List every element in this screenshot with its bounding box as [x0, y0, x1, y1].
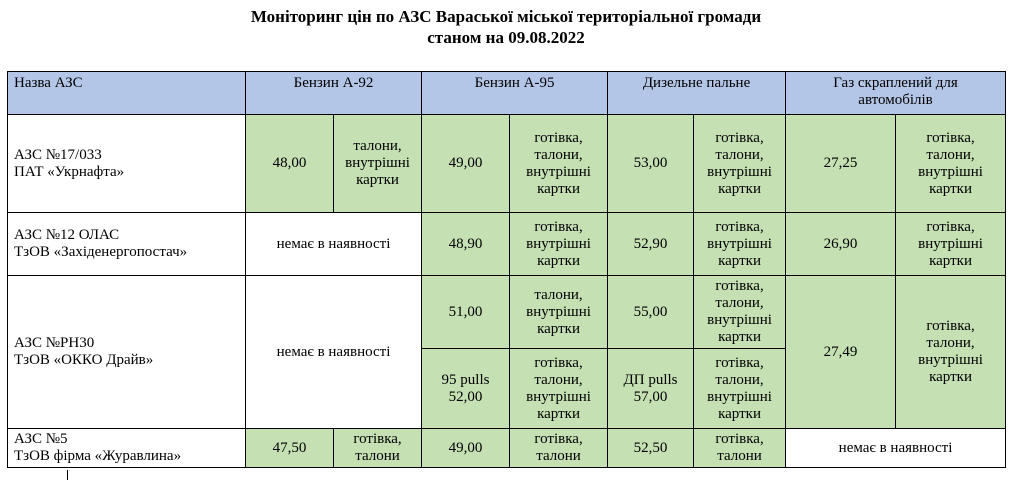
fuel-variant-label: ДП pulls	[623, 371, 678, 388]
document-title	[0, 6, 1012, 48]
a92-not-available: немає в наявності	[246, 213, 422, 276]
payment-line: внутрішні	[707, 235, 772, 252]
station-name-cell	[8, 276, 246, 429]
gas-not-available: немає в наявності	[786, 429, 1006, 468]
header-row	[8, 72, 1006, 115]
a95-price: 51,00	[422, 276, 510, 349]
a92-not-available: немає в наявності	[246, 276, 422, 429]
a95-payment	[510, 115, 608, 213]
payment-line: талони,	[715, 146, 764, 163]
payment-line: талони,	[715, 295, 764, 311]
header-a95: Бензин А-95	[422, 72, 608, 115]
payment-line: картки	[537, 252, 580, 269]
header-station: Назва АЗС	[8, 72, 246, 115]
payment-line: талони,	[715, 371, 764, 388]
diesel-pulls-payment	[694, 349, 786, 429]
gas-price: 27,49	[786, 276, 896, 429]
payment-line: талони,	[534, 286, 583, 303]
header-gas-line-1: Газ скраплений для	[833, 75, 958, 91]
diesel-price: 52,90	[608, 213, 694, 276]
diesel-price: 55,00	[608, 276, 694, 349]
title-line-1: Моніторинг цін по АЗС Вараської міської територіальної громади	[250, 7, 762, 26]
payment-line: картки	[537, 405, 580, 422]
a95-price: 49,00	[422, 429, 510, 468]
station-name-cell	[8, 429, 246, 468]
fuel-price-table	[7, 71, 1006, 468]
station-name-cell	[8, 213, 246, 276]
station-number: АЗС №РН30	[14, 335, 95, 351]
page-margin-mark	[67, 470, 68, 480]
payment-line: готівка,	[715, 431, 764, 447]
payment-line: готівка,	[926, 218, 975, 235]
table-row	[8, 429, 1006, 468]
payment-line: готівка,	[534, 129, 583, 146]
gas-price: 26,90	[786, 213, 896, 276]
table-row	[8, 115, 1006, 213]
payment-line: внутрішні	[707, 163, 772, 180]
payment-line: готівка,	[715, 129, 764, 146]
station-number: АЗС №5	[14, 431, 68, 447]
diesel-payment	[694, 213, 786, 276]
a92-price: 47,50	[246, 429, 334, 468]
a92-payment	[334, 115, 422, 213]
payment-line: картки	[929, 252, 972, 269]
payment-line: готівка,	[715, 218, 764, 235]
a95-payment	[510, 276, 608, 349]
payment-line: внутрішні	[918, 163, 983, 180]
payment-line: картки	[718, 252, 761, 269]
payment-line: талони,	[926, 146, 975, 163]
payment-line: внутрішні	[526, 235, 591, 252]
diesel-price: 52,50	[608, 429, 694, 468]
station-company: ТзОВ фірма «Журавлина»	[14, 448, 182, 464]
diesel-payment	[694, 115, 786, 213]
payment-line: картки	[356, 172, 399, 188]
a95-payment	[510, 429, 608, 468]
a92-price: 48,00	[246, 115, 334, 213]
payment-line: готівка,	[534, 218, 583, 235]
title-line-2: станом на 09.08.2022	[427, 28, 585, 47]
header-gas-line-2: автомобілів	[858, 92, 933, 108]
diesel-payment	[694, 429, 786, 468]
payment-line: готівка,	[926, 318, 975, 334]
payment-line: картки	[718, 405, 761, 422]
payment-line: талони,	[534, 371, 583, 388]
table-row	[8, 213, 1006, 276]
fuel-variant-price: 52,00	[448, 388, 483, 405]
station-number: АЗС №17/033	[14, 146, 102, 163]
payment-line: внутрішні	[707, 312, 772, 328]
station-company: ПАТ «Укрнафта»	[14, 163, 125, 180]
payment-line: внутрішні	[526, 388, 591, 405]
table-row	[8, 276, 1006, 349]
payment-line: внутрішні	[707, 388, 772, 405]
payment-line: картки	[718, 180, 761, 197]
payment-line: внутрішні	[918, 352, 983, 368]
gas-payment	[896, 115, 1006, 213]
payment-line: картки	[929, 180, 972, 197]
station-company: ТзОВ «Західенергопостач»	[14, 244, 188, 260]
payment-line: готівка,	[715, 354, 764, 371]
payment-line: внутрішні	[345, 155, 410, 171]
a95-pulls-payment	[510, 349, 608, 429]
payment-line: талони	[717, 448, 762, 464]
payment-line: готівка,	[534, 431, 583, 447]
a95-payment	[510, 213, 608, 276]
gas-payment	[896, 213, 1006, 276]
payment-line: готівка,	[534, 354, 583, 371]
diesel-pulls-price	[608, 349, 694, 429]
header-gas	[786, 72, 1006, 115]
header-diesel: Дизельне пальне	[608, 72, 786, 115]
payment-line: внутрішні	[526, 163, 591, 180]
payment-line: талони,	[353, 138, 402, 154]
a92-payment	[334, 429, 422, 468]
payment-line: талони,	[534, 146, 583, 163]
fuel-variant-price: 57,00	[633, 388, 668, 405]
station-name-cell	[8, 115, 246, 213]
payment-line: талони,	[926, 335, 975, 351]
a95-pulls-price	[422, 349, 510, 429]
gas-price: 27,25	[786, 115, 896, 213]
payment-line: картки	[537, 180, 580, 197]
diesel-price: 53,00	[608, 115, 694, 213]
a95-price: 48,90	[422, 213, 510, 276]
payment-line: готівка,	[353, 431, 402, 447]
payment-line: картки	[718, 329, 761, 345]
gas-payment	[896, 276, 1006, 429]
payment-line: картки	[537, 320, 580, 337]
payment-line: внутрішні	[918, 235, 983, 252]
a95-price: 49,00	[422, 115, 510, 213]
station-number: АЗС №12 ОЛАС	[14, 227, 120, 243]
payment-line: картки	[929, 369, 972, 385]
header-a92: Бензин А-92	[246, 72, 422, 115]
payment-line: талони	[355, 448, 400, 464]
diesel-payment	[694, 276, 786, 349]
payment-line: готівка,	[715, 278, 764, 294]
payment-line: талони	[536, 448, 581, 464]
payment-line: готівка,	[926, 129, 975, 146]
payment-line: внутрішні	[526, 303, 591, 320]
station-company: ТзОВ «ОККО Драйв»	[14, 352, 154, 368]
fuel-variant-label: 95 pulls	[441, 371, 490, 388]
